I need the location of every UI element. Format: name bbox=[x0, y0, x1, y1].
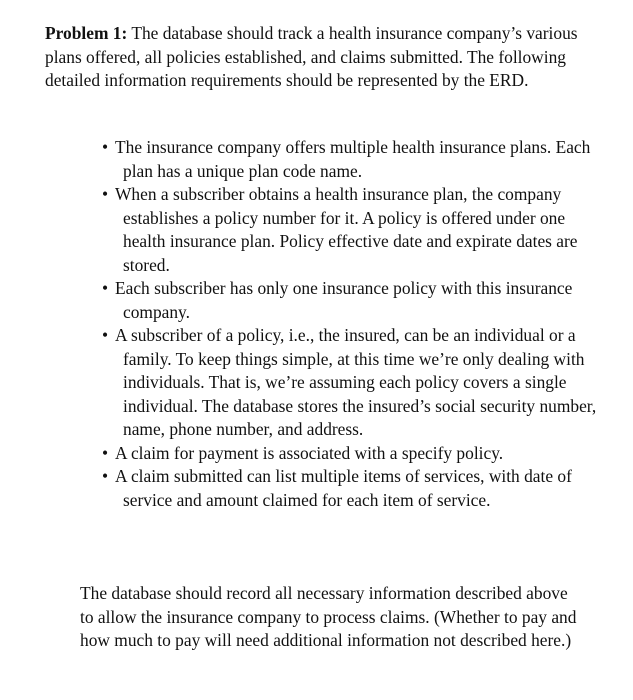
requirement-item bbox=[100, 324, 600, 442]
problem-intro-text: The database should track a health insurance company’s various plans offered, all policies established, and claims submitted. The following detailed information requirements should be represented by the ERD. bbox=[45, 23, 578, 90]
bullet-icon: • bbox=[102, 325, 109, 345]
requirements-list bbox=[100, 136, 600, 512]
closing-paragraph: The database should record all necessary information described above to allow the insurance company to process claims. (Whether to pay and how much to pay will need additional information not described here.) bbox=[80, 583, 577, 650]
requirement-item bbox=[100, 442, 600, 466]
bullet-icon: • bbox=[102, 442, 109, 463]
requirement-text: A claim submitted can list multiple items of services, with date of service and amount claimed for each item of service. bbox=[115, 466, 572, 510]
requirement-text: When a subscriber obtains a health insurance plan, the company establishes a policy number for it. A policy is offered under one health insurance plan. Policy effective date and expirate dates are stored. bbox=[115, 184, 578, 275]
bullet-icon: • bbox=[102, 278, 109, 298]
bullet-icon: • bbox=[102, 137, 109, 157]
requirement-item bbox=[100, 465, 600, 512]
bullet-icon: • bbox=[102, 184, 109, 204]
requirement-item bbox=[100, 183, 600, 277]
requirement-text: Each subscriber has only one insurance policy with this insurance company. bbox=[115, 278, 573, 322]
requirement-text: A subscriber of a policy, i.e., the insured, can be an individual or a family. To keep things simple, at this time we’re only dealing with individuals. That is, we’re assuming each policy covers a single individual. The database stores the insured’s social security number, name, phone number, and address. bbox=[115, 325, 597, 439]
requirement-item bbox=[100, 136, 600, 183]
requirement-item bbox=[100, 277, 600, 324]
bullet-icon: • bbox=[102, 466, 109, 486]
requirement-text: A claim for payment is associated with a specify policy. bbox=[115, 442, 504, 463]
problem-intro-paragraph bbox=[45, 22, 585, 93]
requirement-text: The insurance company offers multiple health insurance plans. Each plan has a unique plan code name. bbox=[115, 137, 591, 181]
problem-label: Problem 1: bbox=[45, 23, 128, 43]
